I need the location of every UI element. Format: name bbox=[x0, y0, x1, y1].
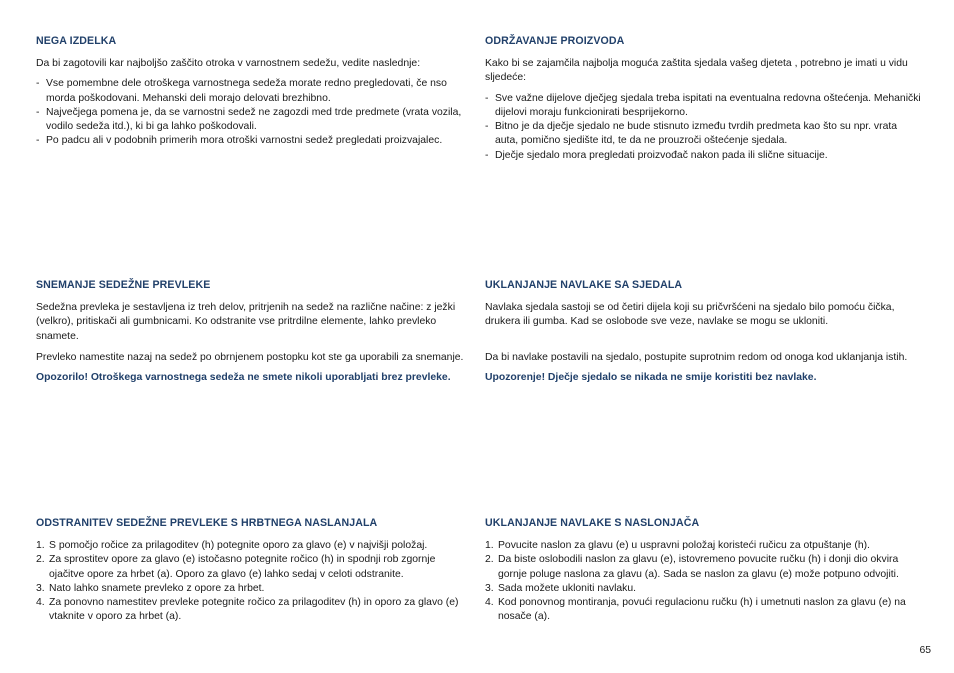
section-title: UKLANJANJE NAVLAKE S NASLONJAČA bbox=[485, 517, 700, 529]
steps-list bbox=[36, 539, 472, 625]
list-item: - Po padcu ali v podobnih primerih mora otroški varnostni sedež pregledati proizvajalec. bbox=[36, 135, 443, 147]
steps-list bbox=[485, 539, 921, 625]
warning-text: Opozorilo! Otroškega varnostnega sedeža ne smete nikoli uporabljati brez prevleke. bbox=[36, 372, 451, 384]
section-title: ODRŽAVANJE PROIZVODA bbox=[485, 35, 625, 47]
care-list bbox=[485, 92, 921, 163]
section-nega-izdelka bbox=[36, 35, 472, 149]
section-odstranitev-prevleke bbox=[36, 517, 472, 625]
list-item: 2. Da biste oslobodili naslon za glavu (e), istovremeno povucite ručku (h) i donji dio okvira gornje poluge naslona za glavu (a). Sada se naslon za glavu (e) može potpuno odvojiti. bbox=[485, 554, 899, 580]
section-uklanjanje-navlake bbox=[485, 279, 921, 385]
warning-text: Upozorenje! Dječje sjedalo se nikada ne smije koristiti bez navlake. bbox=[485, 371, 817, 383]
section-uklanjanje-navlake-naslonjaca bbox=[485, 517, 921, 625]
care-list bbox=[36, 77, 472, 148]
list-item: - Sve važne dijelove dječjeg sjedala treba ispitati na eventualna redovna oštećenja. Mehanički dijelovi moraju funkcionirati besprijekorno. bbox=[485, 92, 921, 118]
section-title: ODSTRANITEV SEDEŽNE PREVLEKE S HRBTNEGA NASLANJALA bbox=[36, 517, 378, 529]
list-item: - Največjega pomena je, da se varnostni sedež ne zagozdi med trde predmete (vrata vozila, vodilo sedeža itd.), ki bi ga lahko poškodovali. bbox=[36, 106, 462, 133]
list-item: 2. Za sprostitev opore za glavo (e) istočasno potegnite ročico (h) in spodnji rob zgornje ojačitve opore za hrbet (a). Oporo za glavo (e) lahko sedaj v celoti odstranite. bbox=[36, 554, 436, 580]
list-item: 3. Nato lahko snamete prevleko z opore za hrbet. bbox=[36, 582, 265, 594]
section-paragraph: Navlaka sjedala sastoji se od četiri dijela koji su pričvršćeni na sjedalo bilo pomoću čička, drukera ili gumba. Kad se oslobode sve veze, navlake se mogu se ukloniti. bbox=[485, 302, 895, 328]
section-paragraph: Sedežna prevleka je sestavljena iz treh delov, pritrjenih na sedež na različne načine: z ježki (velkro), pritiskači ali gumbnicami. Ko odstranite vse pritrdilne elemente, lahko prevleko snamete. bbox=[36, 302, 456, 342]
list-item: - Bitno je da dječje sjedalo ne bude stisnuto između tvrdih predmeta kao što su npr. vrata auta, pomično sjedište itd, te da ne prouzroči oštećenje sjedala. bbox=[485, 121, 898, 147]
list-item: 1. Povucite naslon za glavu (e) u uspravni položaj koristeći ručicu za otpuštanje (h). bbox=[485, 540, 870, 551]
section-paragraph: Da bi navlake postavili na sjedalo, postupite suprotnim redom od onoga kod uklanjanja istih. bbox=[485, 351, 908, 363]
page-number: 65 bbox=[919, 645, 931, 656]
section-intro: Kako bi se zajamčila najbolja moguća zaštita sjedala vašeg djeteta , potrebno je imati u vidu sljedeće: bbox=[485, 58, 908, 84]
section-intro: Da bi zagotovili kar najboljšo zaščito otroka v varnostnem sedežu, vedite naslednje: bbox=[36, 58, 421, 69]
list-item: 1. S pomočjo ročice za prilagoditev (h) potegnite oporo za glavo (e) v najvišji položaj. bbox=[36, 540, 428, 551]
list-item: - Vse pomembne dele otroškega varnostnega sedeža morate redno pregledovati, če nso morda poškodovani. Mehanski deli morajo delovati brezhibno. bbox=[36, 78, 447, 104]
list-item: - Dječje sjedalo mora pregledati proizvođač nakon pada ili slične situacije. bbox=[485, 149, 828, 161]
section-snemanje-prevleke bbox=[36, 279, 472, 385]
list-item: 3. Sada možete ukloniti navlaku. bbox=[485, 582, 637, 594]
section-title: UKLANJANJE NAVLAKE SA SJEDALA bbox=[485, 279, 683, 291]
list-item: 4. Za ponovno namestitev prevleke potegnite ročico za prilagoditev (h) in oporo za glavo (e) vtaknite v oporo za hrbet (a). bbox=[36, 597, 459, 623]
section-title: SNEMANJE SEDEŽNE PREVLEKE bbox=[36, 279, 211, 291]
section-odrzavanje-proizvoda bbox=[485, 35, 921, 163]
section-paragraph: Prevleko namestite nazaj na sedež po obrnjenem postopku kot ste ga uporabili za snemanje. bbox=[36, 351, 464, 363]
section-title: NEGA IZDELKA bbox=[36, 35, 117, 47]
list-item: 4. Kod ponovnog montiranja, povući regulacionu ručku (h) i umetnuti naslon za glavu (e) na nosače (a). bbox=[485, 597, 906, 623]
